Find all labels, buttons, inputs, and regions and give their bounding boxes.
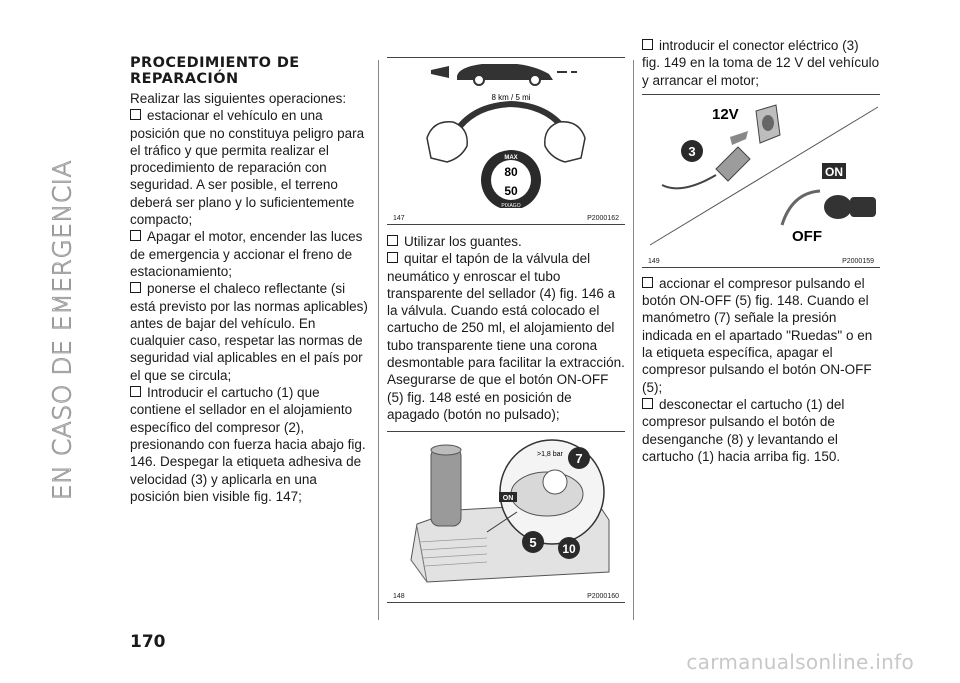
watermark: carmanualsonline.info [686,650,914,674]
arrow-icon [730,131,748,145]
step-text: quitar el tapón de la válvula del neumático y enroscar el tubo transparente del sellador (4) fig. 146 a la válvula. Cuando está colocado el cartucho de 250 ml, el alojamiento del tubo transparente tiene una corona desmontable para facilitar la extracción. Asegurarse de que el botón ON-OFF (5) fig. 148 esté en posición de apagado (botón no pulsado); [387,251,625,422]
list-item [642,396,880,465]
list-item [642,37,880,89]
svg-text:PIXAGO: PIXAGO [501,203,521,208]
sealant-cartridge [431,448,461,526]
intro-text: Realizar las siguientes operaciones: [130,91,347,106]
checkbox-icon [642,398,653,409]
step-text: Utilizar los guantes. [404,234,522,249]
checkbox-icon [387,235,398,246]
svg-text:ON: ON [502,495,514,503]
compressor-illustration [387,432,625,586]
svg-text:50: 50 [504,184,518,198]
step-text: estacionar el vehículo en una posición que no constituya peligro para el tráfico y que permita realizar el procedimiento de reparación con seguridad. A ser posible, el terreno deberá ser plano y lo suficientemente compacto; [130,108,365,228]
section-title: EN CASO DE EMERGENCIA [47,159,77,501]
page-number: 170 [130,632,166,652]
svg-text:3: 3 [688,143,696,159]
figure-caption [387,586,625,607]
step-text: Apagar el motor, encender las luces de emergencia y accionar el freno de estacionamiento; [130,229,363,279]
svg-text:OFF: OFF [792,227,822,245]
svg-text:ON: ON [825,164,843,179]
pressure-gauge [543,470,567,494]
list-item [387,250,625,423]
column-middle [387,57,625,603]
svg-text:7: 7 [575,451,583,467]
step-text: desconectar el cartucho (1) del compresor pulsando el botón de desenganche (8) y levantando el cartucho (1) hacia arriba fig. 150. [642,396,845,464]
left-hand [427,122,467,162]
checkbox-icon [130,109,141,120]
checkbox-icon [642,277,653,288]
list-item [130,107,370,228]
list-item [642,275,880,396]
list-item [130,384,370,505]
svg-text:5: 5 [529,535,537,551]
connector-illustration [642,95,880,251]
list-item [130,228,370,280]
figure-147 [387,57,625,225]
column-right [642,37,880,465]
ignition-key [824,195,852,219]
figure-149 [642,94,880,268]
figure-number: 147 [393,215,405,222]
svg-text:>1,8 bar: >1,8 bar [537,451,563,459]
step-text: ponerse el chaleco reflectante (si está previsto por las normas aplicables) antes de bajar del vehículo. En cualquier caso, respetar las normas de seguridad vial aplicables en el país por el que se circula; [130,281,368,383]
svg-text:12V: 12V [712,105,739,123]
speed-text: 8 km / 5 mi [491,93,531,102]
svg-text:10: 10 [562,542,576,557]
power-plug [716,147,750,181]
step-text: accionar el compresor pulsando el botón ON-OFF (5) fig. 148. Cuando el manómetro (7) señale la presión indicada en el apartado "Ruedas" o en la etiqueta específica, apagar el compresor pulsando el botón ON-OFF (5); [642,275,873,395]
speed-label-illustration [387,58,625,208]
figure-code: P2000159 [842,257,874,265]
checkbox-icon [130,386,141,397]
svg-text:MAX: MAX [504,155,518,161]
checkbox-icon [387,252,398,263]
figure-code: P2000162 [587,215,619,222]
figure-caption [642,251,880,272]
checkbox-icon [642,39,653,50]
column-divider [378,60,379,620]
column-divider [633,60,634,620]
checkbox-icon [130,282,141,293]
list-item [130,280,370,384]
figure-caption [387,208,625,229]
figure-number: 149 [648,257,660,265]
column-left [130,55,370,505]
list-item [387,233,625,250]
section-heading: PROCEDIMIENTO DE REPARACIÓN [130,55,300,87]
figure-number: 148 [393,593,405,601]
svg-text:80: 80 [504,165,518,179]
figure-148 [387,431,625,603]
step-text: introducir el conector eléctrico (3) fig. 149 en la toma de 12 V del vehículo y arrancar el motor; [642,38,880,88]
step-text: Introducir el cartucho (1) que contiene el sellador en el alojamiento específico del compresor (2), presionando con fuerza hacia abajo fig. 146. Despegar la etiqueta adhesiva de velocidad (3) y aplicarla en una posición bien visible fig. 147; [130,385,366,504]
right-hand [545,122,585,162]
checkbox-icon [130,230,141,241]
figure-code: P2000160 [587,593,619,601]
